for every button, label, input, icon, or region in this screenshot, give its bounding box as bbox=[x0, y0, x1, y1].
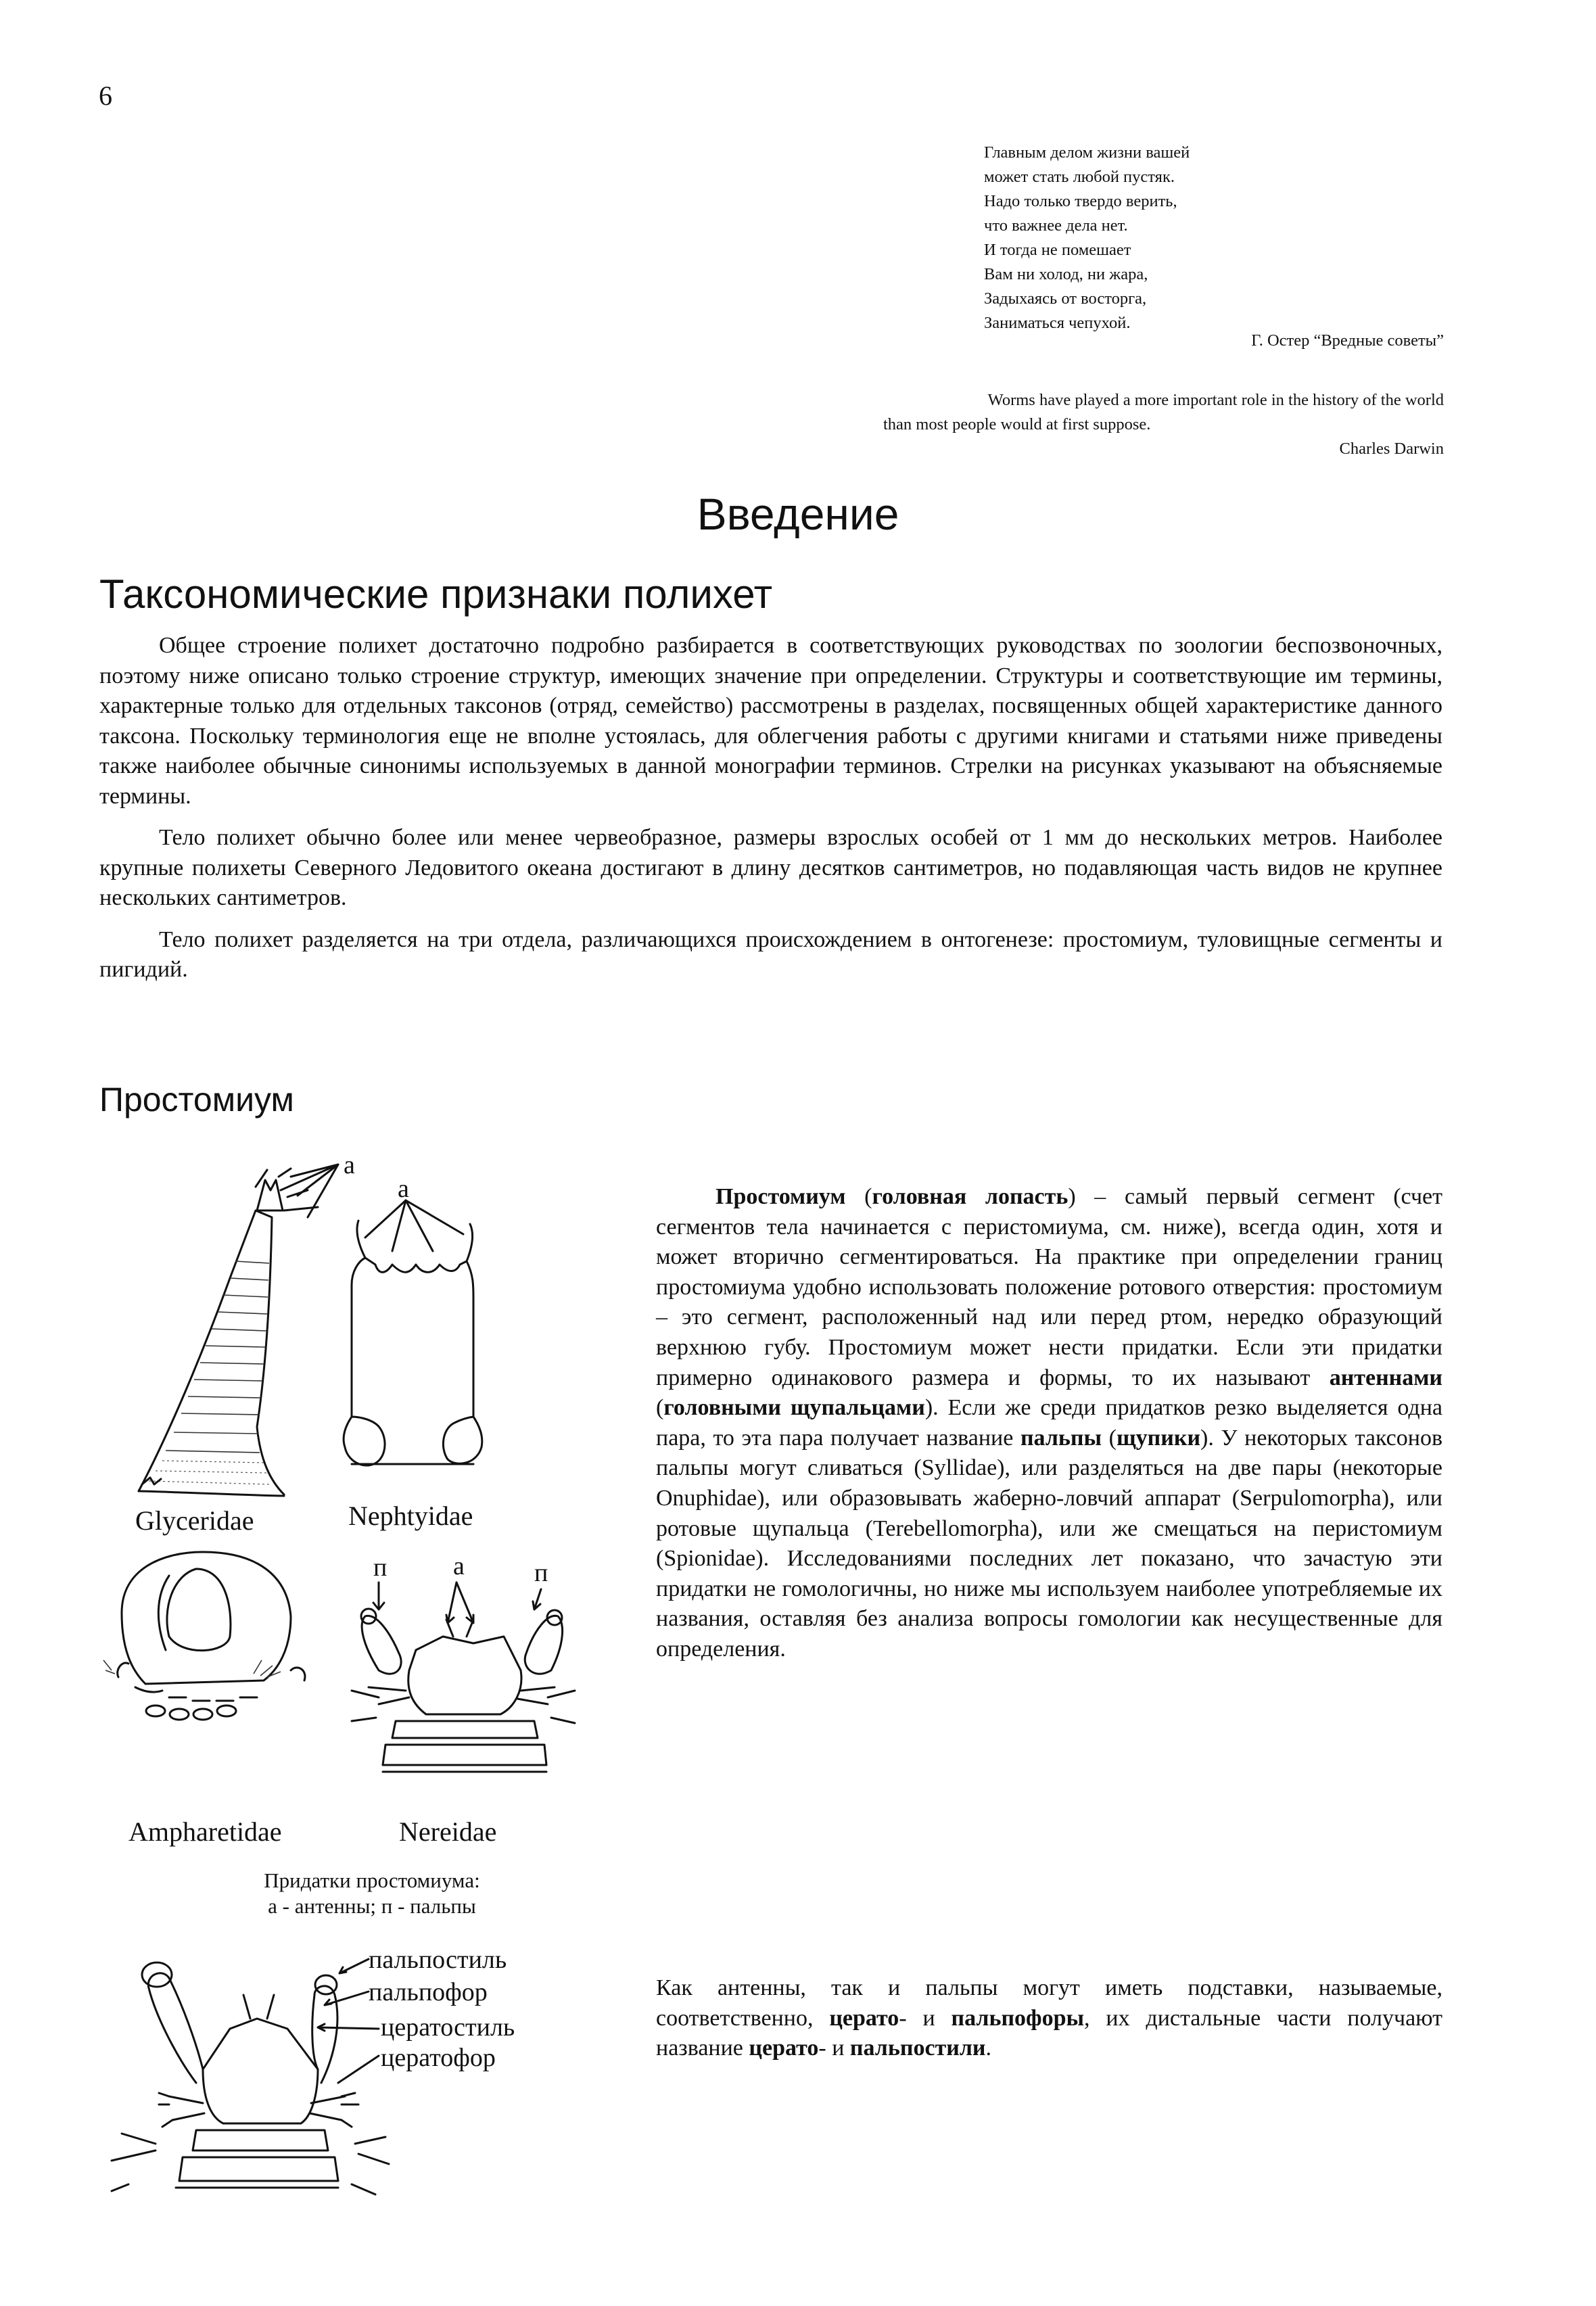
term-cerato: церато bbox=[829, 2005, 899, 2031]
text-segment: . bbox=[985, 2036, 991, 2061]
intro-paragraph: Общее строение полихет достаточно подробно разбирается в соответствующих руководствах по зоологии беспозвоночных, поэтому ниже описано только строение структур, имеющих значение при определении. Структуры и соответствующие им термины, характерные только для отдельных таксонов (отряд, семейство) рассмотрены в разделах, посвященных общей характеристике данного таксона. Поскольку терминология еще не вполне устоялась, для облегчения работы с другими книгами и статьями ниже приведены также наиболее обычные синонимы используемых в данной монографии терминов. Стрелки на рисунках указывают на объясняемые термины. bbox=[99, 633, 1442, 809]
nereidae-drawing bbox=[352, 1552, 575, 1847]
epigraph-line: Надо только твердо верить, bbox=[984, 192, 1177, 210]
label-palpostyle: пальпостиль bbox=[369, 1946, 507, 1974]
text-segment: . Если же среди придатков резко выделяется одна пара, то эта пара получает название bbox=[656, 1395, 1443, 1451]
text-segment: Как антенны, так и пальпы могут иметь подставки, называемые, соответственно, bbox=[656, 1975, 1442, 2031]
caption-line: Придатки простомиума: bbox=[264, 1868, 480, 1892]
epigraph-russian-attribution: Г. Остер “Вредные советы” bbox=[1251, 331, 1444, 350]
text-segment: - и bbox=[899, 2005, 952, 2031]
page-number: 6 bbox=[99, 80, 112, 111]
nereidae-label-p-right: п bbox=[534, 1559, 548, 1587]
term-cerato: церато bbox=[749, 2036, 819, 2061]
figure-caption bbox=[176, 1868, 568, 1919]
chapter-title: Введение bbox=[697, 489, 899, 539]
epigraph-line: может стать любой пустяк. bbox=[984, 168, 1175, 186]
term-antennae: антеннами bbox=[1329, 1365, 1442, 1390]
term-palps: пальпы bbox=[1020, 1425, 1102, 1451]
section-title: Таксономические признаки полихет bbox=[99, 571, 773, 617]
nereidae-label-a: а bbox=[453, 1552, 465, 1580]
label-palpophore: пальпофор bbox=[369, 1978, 488, 2006]
term-antennae-synonym: головными щупальцами bbox=[663, 1395, 925, 1421]
text-segment: – самый первый сегмент (счет сегментов тела начинается с перистомиума, см. ниже), всегда один, хотя и может вторично сегментироваться. На практике при определении границ простомиума удобно использовать положение ротового отверстия: простомиум – это сегмент, расположенный над или перед ртом, нередко образующий верхнюю губу. Простомиум может нести придатки. Если эти придатки примерно одинакового размера и формы, то их называют bbox=[656, 1184, 1442, 1390]
label-ceratophore: цератофор bbox=[381, 2044, 496, 2072]
text-segment: , их дистальные части получают название bbox=[656, 2005, 1442, 2061]
caption-line: а - антенны; п - пальпы bbox=[268, 1894, 476, 1918]
intro-paragraph: Тело полихет разделяется на три отдела, различающихся происхождением в онтогенезе: простомиум, туловищные сегменты и пигидий. bbox=[99, 926, 1442, 982]
text-segment: . У некоторых таксонов пальпы могут сливаться (Syllidae), или разделяться на две пары (некоторые Onuphidae), или образовывать жаберно-ловчий аппарат (Serpulomorpha), или ротовые щупальца (Terebellomorpha), или же смещаться на перистомиум (Spionidae). Исследованиями последних лет показано, что зачастую эти придатки не гомологичны, но ниже мы используем наиболее употребляемые их названия, оставляя без анализа вопросы гомологии как несущественные для определения. bbox=[656, 1425, 1442, 1662]
term-palpostyles: пальпостили bbox=[849, 2036, 986, 2061]
epigraph-line: Заниматься чепухой. bbox=[984, 314, 1131, 332]
text-segment: - и bbox=[818, 2036, 850, 2061]
glyceridae-label: Glyceridae bbox=[135, 1505, 254, 1536]
term-palps-synonym: щупики bbox=[1116, 1425, 1201, 1451]
epigraph-line: И тогда не помешает bbox=[984, 241, 1131, 259]
prostomium-paragraph: Простомиум (головная лопасть) – самый первый сегмент (счет сегментов тела начинается с перистомиума, см. ниже), всегда один, хотя и может вторично сегментироваться. На практике при определении границ простомиума удобно использовать положение ротового отверстия: простомиум – это сегмент, расположенный над или перед ртом, нередко образующий верхнюю губу. Простомиум может нести придатки. Если эти придатки примерно одинакового размера и формы, то их называют антеннами (головными щупальцами). Если же среди придатков резко выделяется одна пара, то эта пара получает название пальпы (щупики). У некоторых таксонов пальпы могут сливаться (Syllidae), или разделяться на две пары (некоторые Onuphidae), или образовывать жаберно-ловчий аппарат (Serpulomorpha), или ротовые щупальца (Terebellomorpha), или же смещаться на перистомиум (Spionidae). Исследованиями последних лет показано, что зачастую эти придатки не гомологичны, но ниже мы используем наиболее употребляемые их названия, оставляя без анализа вопросы гомологии как несущественные для определения. bbox=[656, 1184, 1443, 1662]
epigraph-line: Задыхаясь от восторга, bbox=[984, 289, 1147, 308]
label-ceratostyle: цератостиль bbox=[381, 2013, 515, 2042]
glyceridae-drawing bbox=[135, 1151, 355, 1536]
nereidae-label: Nereidae bbox=[399, 1816, 497, 1847]
figure-phores-styles bbox=[112, 1946, 515, 2194]
term-prostomium: Простомиум bbox=[715, 1184, 846, 1209]
term-prostomium-synonym: головная лопасть bbox=[872, 1184, 1069, 1209]
intro-paragraph: Тело полихет обычно более или менее червеобразное, размеры взрослых особей от 1 мм до нескольких метров. Наиболее крупные полихеты Северного Ледовитого океана достигают в длину десятков сантиметров, но подавляющая часть видов не крупнее нескольких сантиметров. bbox=[99, 825, 1442, 910]
subsection-title: Простомиум bbox=[99, 1081, 294, 1119]
epigraph-en-line-2: than most people would at first suppose. bbox=[883, 415, 1151, 433]
ampharetidae-drawing bbox=[103, 1552, 305, 1847]
epigraph-line: Главным делом жизни вашей bbox=[984, 143, 1190, 162]
nephtyidae-label: Nephtyidae bbox=[348, 1501, 473, 1531]
epigraph-en-attribution: Charles Darwin bbox=[1339, 440, 1444, 458]
epigraph-line: Вам ни холод, ни жара, bbox=[984, 265, 1148, 283]
term-palpophores: пальпофоры bbox=[951, 2005, 1085, 2031]
nephtyidae-drawing bbox=[344, 1175, 482, 1531]
ampharetidae-label: Ampharetidae bbox=[128, 1816, 282, 1847]
epigraph-en-line-1: Worms have played a more important role in the history of the world bbox=[987, 391, 1444, 409]
nereidae-label-p-left: п bbox=[373, 1553, 388, 1582]
glyceridae-label-a: а bbox=[344, 1151, 355, 1179]
epigraph-line: что важнее дела нет. bbox=[984, 216, 1128, 235]
nephtyidae-label-a: а bbox=[398, 1175, 409, 1203]
